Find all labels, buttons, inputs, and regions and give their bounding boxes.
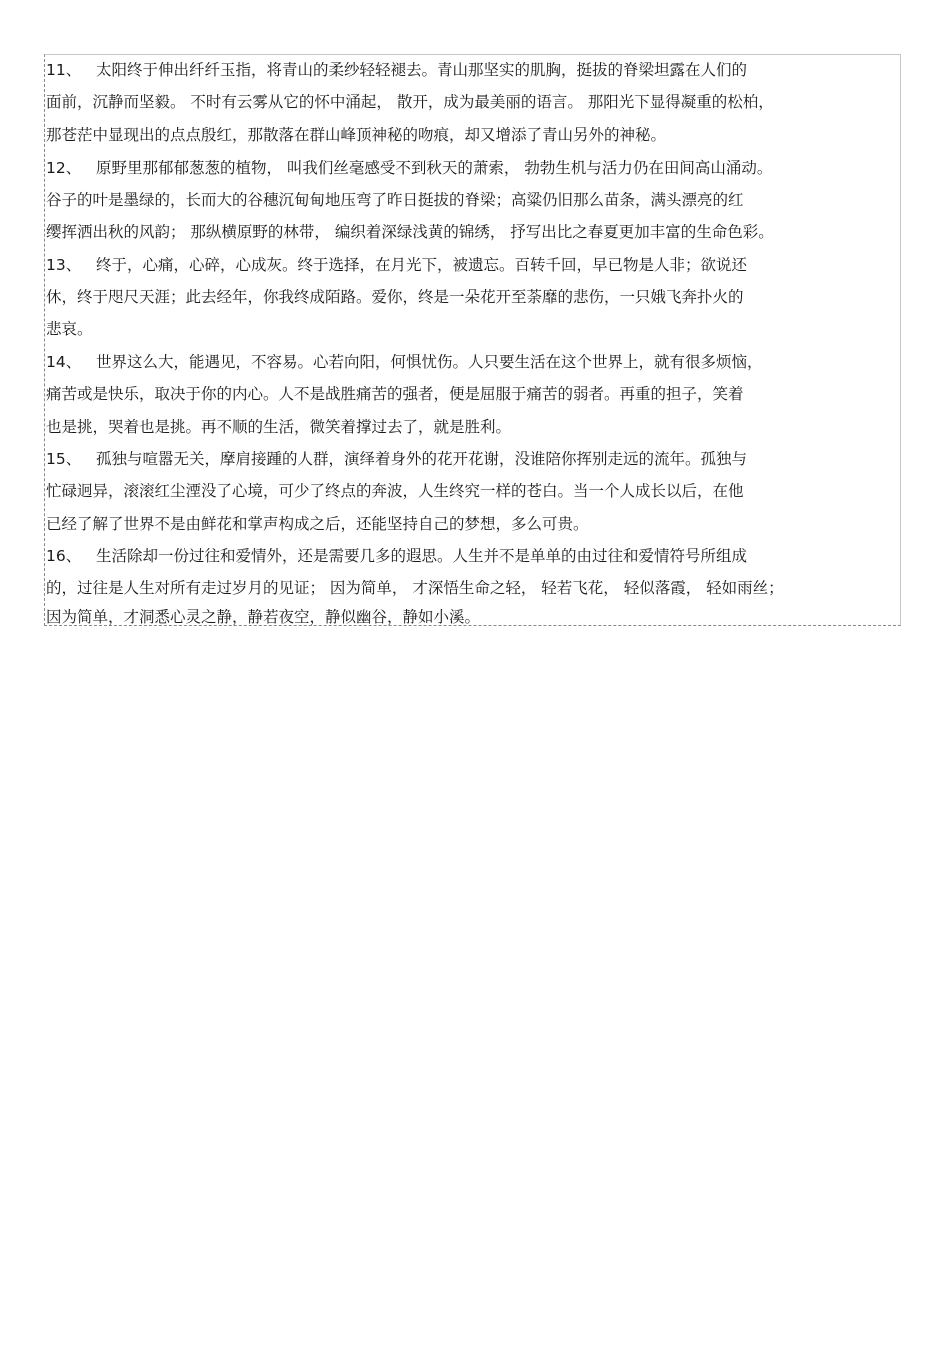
- paragraph-11-line-3: 那苍茫中显现出的点点殷红，那散落在群山峰顶神秘的吻痕，却又增添了青山另外的神秘。: [46, 126, 667, 144]
- paragraph-13-line-2: 休，终于咫尺天涯；此去经年，你我终成陌路。爱你，终是一朵花开至荼靡的悲伤，一只娥飞奔扑火的: [46, 288, 744, 306]
- paragraph-11-line-2: 面前，沉静而坚毅。 不时有云雾从它的怀中涌起， 散开，成为最美丽的语言。 那阳光下显得凝重的松柏，: [46, 93, 774, 111]
- paragraph-text: 终于，心痛，心碎，心成灰。终于选择，在月光下，被遗忘。百转千回，早已物是人非；欲说还: [96, 256, 748, 274]
- paragraph-text: 太阳终于伸出纤纤玉指，将青山的柔纱轻轻褪去。青山那坚实的肌胸，挺拔的脊梁坦露在人们的: [96, 61, 748, 79]
- paragraph-12-line-2: 谷子的叶是墨绿的，长而大的谷穗沉甸甸地压弯了昨日挺拔的脊梁；高粱仍旧那么苗条，满头漂亮的红: [46, 191, 744, 209]
- paragraph-text: 世界这么大，能遇见，不容易。心若向阳，何惧忧伤。人只要生活在这个世界上，就有很多烦恼，: [96, 353, 763, 371]
- paragraph-14-line-1: [46, 351, 763, 374]
- paragraph-text: 原野里那郁郁葱葱的植物， 叫我们丝毫感受不到秋天的萧索， 勃勃生机与活力仍在田间高山涌动。: [96, 159, 773, 177]
- paragraph-12-line-1: [46, 157, 772, 180]
- paragraph-text: 生活除却一份过往和爱情外，还是需要几多的遐思。人生并不是单单的由过往和爱情符号所组成: [96, 547, 748, 565]
- paragraph-text: 孤独与喧嚣无关，摩肩接踵的人群，演绎着身外的花开花谢，没谁陪你挥别走远的流年。孤独与: [96, 450, 748, 468]
- paragraph-15-line-1: [46, 448, 747, 471]
- paragraph-16-line-3: 因为简单，才洞悉心灵之静，静若夜空，静似幽谷，静如小溪。: [46, 608, 481, 626]
- paragraph-13-line-1: [46, 254, 747, 277]
- paragraph-16-line-2: 的，过往是人生对所有走过岁月的见证； 因为简单， 才深悟生命之轻， 轻若飞花， 轻似落霞， 轻如雨丝；: [46, 579, 784, 597]
- paragraph-16-line-1: [46, 545, 747, 568]
- paragraph-13-line-3: 悲哀。: [46, 320, 93, 338]
- paragraph-number: 11、: [46, 61, 82, 79]
- paragraph-number: 13、: [46, 256, 82, 274]
- paragraph-14-line-3: 也是挑，哭着也是挑。再不顺的生活，微笑着撑过去了，就是胜利。: [46, 418, 512, 436]
- paragraph-number: 16、: [46, 547, 82, 565]
- paragraph-number: 12、: [46, 159, 82, 177]
- paragraph-15-line-3: 已经了解了世界不是由鲜花和掌声构成之后，还能坚持自己的梦想，多么可贵。: [46, 515, 589, 533]
- paragraph-number: 15、: [46, 450, 82, 468]
- paragraph-12-line-3: 缨挥洒出秋的风韵； 那纵横原野的林带， 编织着深绿浅黄的锦绣， 抒写出比之春夏更加丰富的生命色彩。: [46, 223, 774, 241]
- paragraph-number: 14、: [46, 353, 82, 371]
- paragraph-11-line-1: [46, 59, 747, 82]
- paragraph-15-line-2: 忙碌迥异，滚滚红尘湮没了心境，可少了终点的奔波，人生终究一样的苍白。当一个人成长以后，在他: [46, 482, 744, 500]
- paragraph-14-line-2: 痛苦或是快乐，取决于你的内心。人不是战胜痛苦的强者，便是屈服于痛苦的弱者。再重的担子，笑着: [46, 385, 744, 403]
